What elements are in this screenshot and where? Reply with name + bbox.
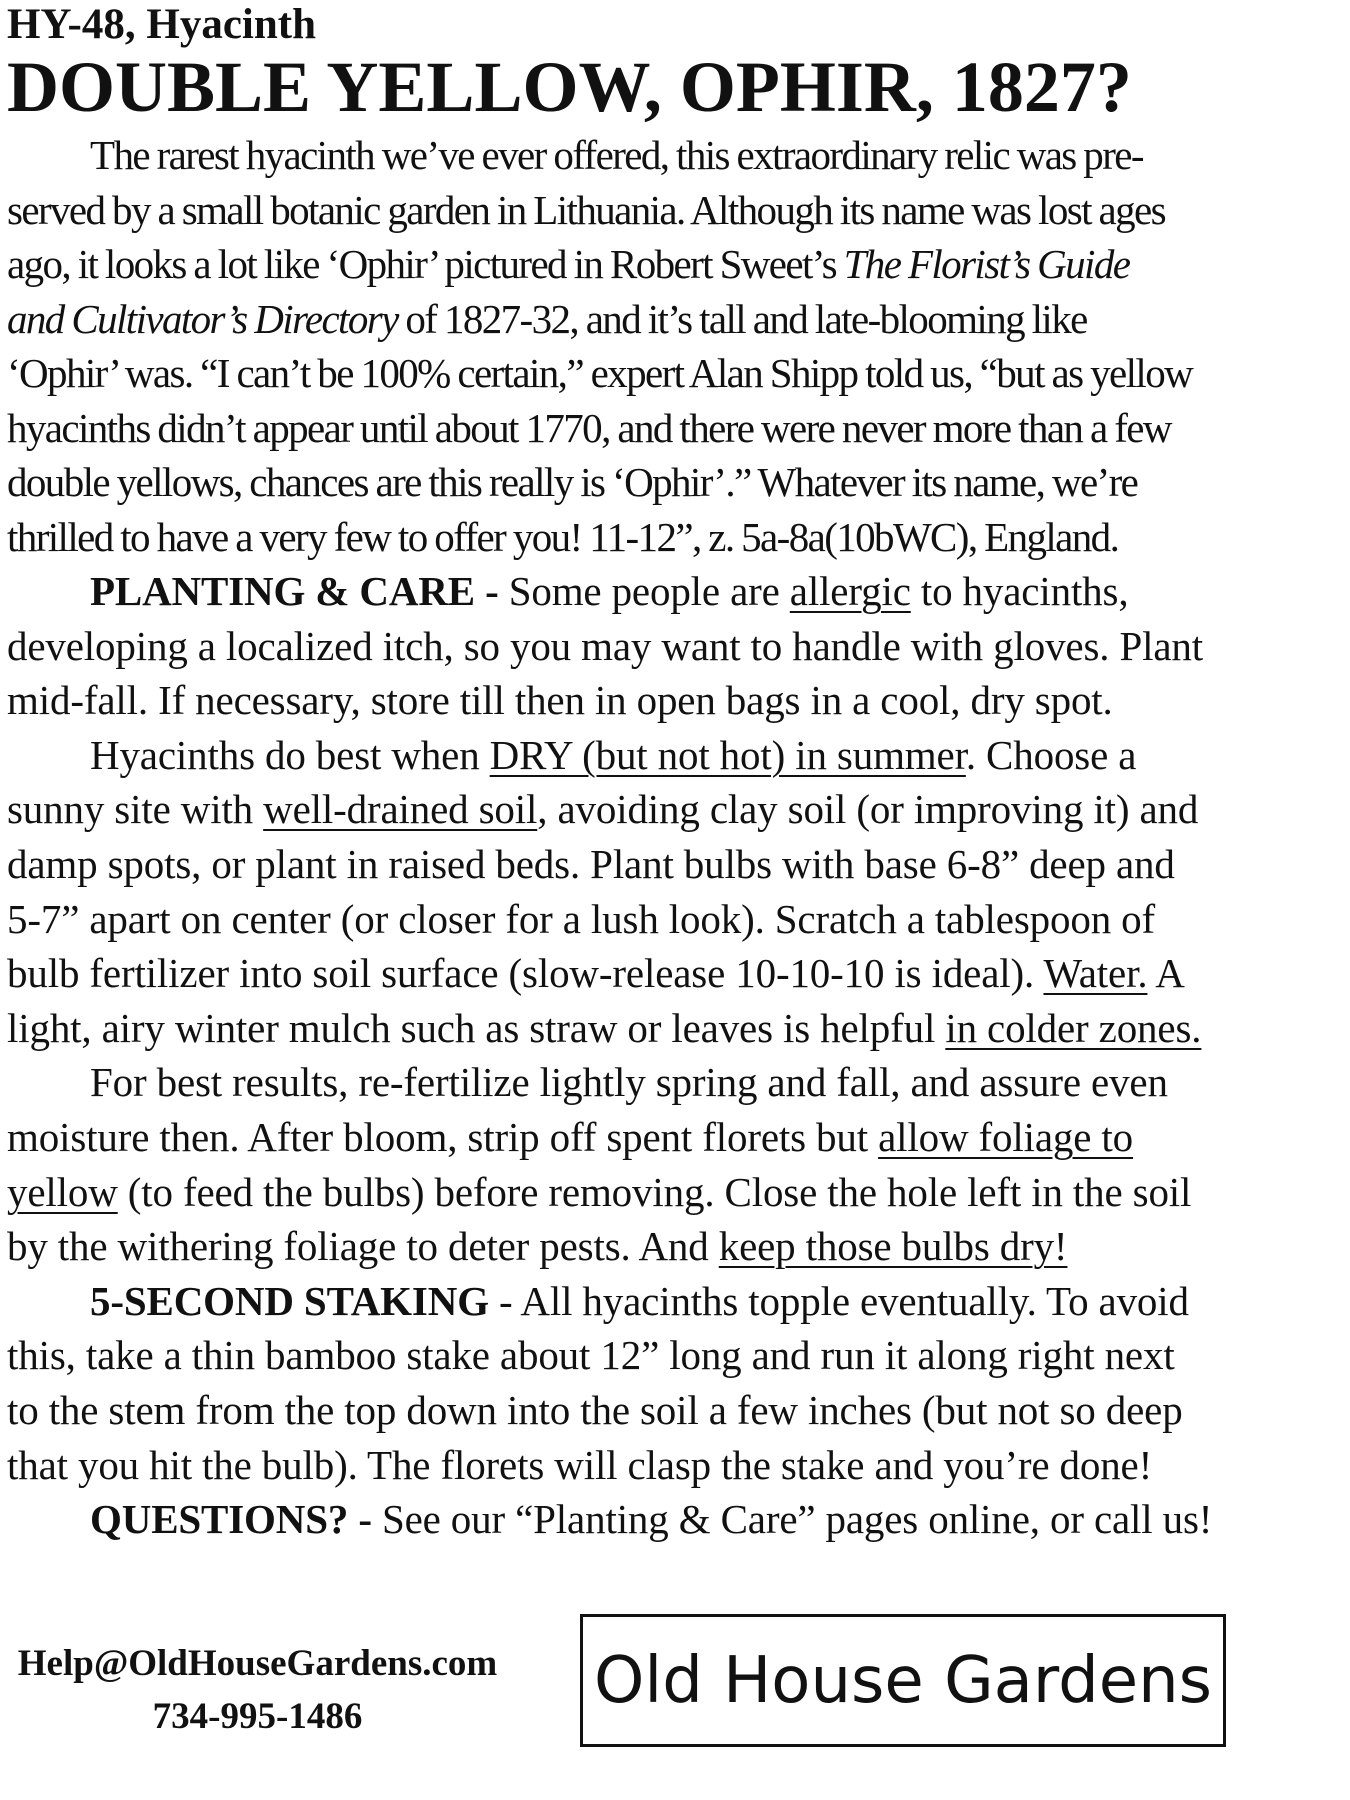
planting-heading: PLANTING & CARE -: [90, 568, 499, 614]
staking-line: to the stem from the top down into the soil a few inches (but not so deep: [7, 1386, 1183, 1433]
water-text: Water.: [1043, 950, 1148, 997]
dry-text: light, airy winter mulch such as straw or leaves is helpful: [7, 1004, 946, 1051]
well-drained-text: well-drained soil: [263, 786, 538, 833]
description-line: [7, 292, 1337, 347]
description-paragraph: [7, 128, 1337, 564]
results-line: [7, 1219, 1337, 1274]
product-sheet: [7, 0, 1337, 1547]
dry-line: [7, 1001, 1337, 1056]
results-text: (to feed the bulbs) before removing. Close the hole left in the soil: [117, 1168, 1192, 1215]
results-line: For best results, re-fertilize lightly spring and fall, and assure even: [90, 1059, 1168, 1106]
description-line: double yellows, chances are this really is ‘Ophir’.” Whatever its name, we’re: [7, 459, 1138, 505]
description-text: of 1827-32, and it’s tall and late-blooming like: [397, 295, 1087, 342]
description-line: hyacinths didn’t appear until about 1770, and there were never more than a few: [7, 404, 1171, 451]
results-line: [7, 1165, 1337, 1220]
contact-email[interactable]: Help@OldHouseGardens.com: [17, 1643, 498, 1684]
staking-heading: 5-SECOND STAKING: [90, 1277, 489, 1324]
dry-summer-text: DRY (but not hot) in summer: [489, 731, 966, 778]
keep-dry-text: keep those bulbs dry!: [718, 1223, 1068, 1270]
description-line: [7, 237, 1337, 292]
yellow-text: yellow: [7, 1168, 118, 1215]
questions-line: [7, 1492, 1337, 1547]
logo: [580, 1614, 1226, 1747]
planting-line: developing a localized itch, so you may want to handle with gloves. Plant: [7, 622, 1204, 669]
page-title: DOUBLE YELLOW, OPHIR, 1827?: [7, 47, 1132, 127]
book-title: The Florist’s Guide: [843, 241, 1130, 287]
dry-line: [7, 728, 1337, 783]
planting-line: mid-fall. If necessary, store till then in open bags in a cool, dry spot.: [7, 677, 1113, 724]
book-title: and Cultivator’s Directory: [7, 295, 398, 342]
colder-zones-text: in colder zones.: [945, 1004, 1202, 1051]
logo-text: Old House Gardens: [594, 1643, 1212, 1718]
results-text: by the withering foliage to deter pests. And: [7, 1223, 719, 1270]
questions-heading: QUESTIONS? -: [90, 1496, 372, 1543]
staking-line: that you hit the bulb). The florets will clasp the stake and you’re done!: [7, 1441, 1153, 1488]
staking-line: this, take a thin bamboo stake about 12” long and run it along right next: [7, 1332, 1175, 1379]
description-line: ‘Ophir’ was. “I can’t be 100% certain,” expert Alan Shipp told us, “but as yellow: [7, 350, 1193, 396]
staking-line: [7, 1274, 1337, 1329]
results-text: moisture then. After bloom, strip off spent florets but: [7, 1113, 879, 1160]
dry-text: bulb fertilizer into soil surface (slow-release 10-10-10 is ideal).: [7, 950, 1044, 997]
description-line: thrilled to have a very few to offer you! 11-12”, z. 5a-8a(10bWC), England.: [7, 513, 1119, 560]
dry-text: . Choose a: [965, 731, 1137, 778]
dry-line: 5-7” apart on center (or closer for a lush look). Scratch a tablespoon of: [7, 895, 1156, 942]
results-line: [7, 1110, 1337, 1165]
planting-text: Some people are: [498, 568, 790, 614]
product-code: HY-48, Hyacinth: [7, 1, 316, 48]
description-line: The rarest hyacinth we’ve ever offered, this extraordinary relic was pre-: [90, 132, 1143, 178]
dry-line: [7, 946, 1337, 1001]
dry-text: , avoiding clay soil (or improving it) and: [537, 786, 1199, 833]
staking-text: - All hyacinths topple eventually. To avoid: [488, 1277, 1189, 1324]
allow-foliage-text: allow foliage to: [878, 1113, 1134, 1160]
dry-text: A: [1147, 950, 1185, 997]
description-line: served by a small botanic garden in Lithuania. Although its name was lost ages: [7, 186, 1165, 233]
dry-text: Hyacinths do best when: [90, 731, 490, 778]
contact-phone[interactable]: 734-995-1486: [152, 1696, 363, 1737]
dry-text: sunny site with: [7, 786, 264, 833]
dry-line: damp spots, or plant in raised beds. Plant bulbs with base 6-8” deep and: [7, 840, 1175, 887]
planting-line: [7, 564, 1337, 619]
questions-text: See our “Planting & Care” pages online, or call us!: [371, 1496, 1213, 1543]
planting-text: to hyacinths,: [910, 568, 1129, 614]
care-instructions: [7, 564, 1337, 1547]
dry-line: [7, 782, 1337, 837]
contact-block: [10, 1637, 505, 1743]
allergic-link-text: allergic: [789, 568, 911, 614]
description-text: ago, it looks a lot like ‘Ophir’ pictured in Robert Sweet’s: [7, 241, 844, 287]
